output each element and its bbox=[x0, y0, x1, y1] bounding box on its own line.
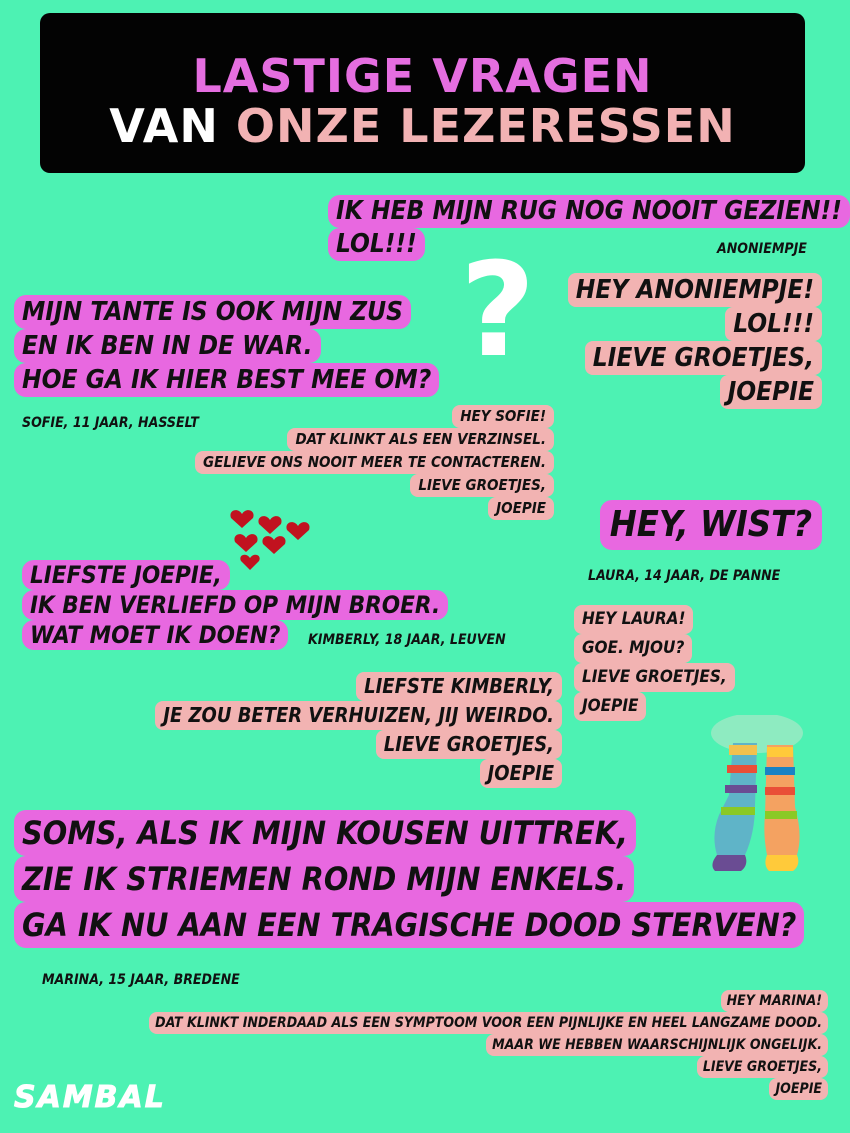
question-line: IK HEB MIJN RUG NOG NOOIT GEZIEN!! bbox=[328, 195, 850, 228]
answer-line: JE ZOU BETER VERHUIZEN, JIJ WEIRDO. bbox=[155, 701, 562, 730]
question-line: LIEFSTE JOEPIE, bbox=[22, 560, 230, 590]
answer-line: HEY LAURA! bbox=[574, 605, 693, 634]
question-line: MIJN TANTE IS OOK MIJN ZUS bbox=[14, 295, 411, 329]
answer-line: HEY SOFIE! bbox=[452, 405, 554, 428]
answer-line: DAT KLINKT ALS EEN VERZINSEL. bbox=[287, 428, 554, 451]
answer-line: JOEPIE bbox=[574, 692, 646, 721]
answer-line: LIEVE GROETJES, bbox=[574, 663, 735, 692]
answer-line: JOEPIE bbox=[720, 375, 822, 409]
answer-line: HEY ANONIEMPJE! bbox=[568, 273, 822, 307]
question-line: SOMS, ALS IK MIJN KOUSEN UITTREK, bbox=[14, 810, 636, 856]
title-line-2-pink: ONZE LEZERESSEN bbox=[235, 99, 736, 153]
answer-anoniempje bbox=[568, 273, 822, 409]
sambal-logo: SAMBAL bbox=[14, 1080, 166, 1115]
answer-line: JOEPIE bbox=[480, 759, 562, 788]
answer-line: LIEVE GROETJES, bbox=[697, 1056, 828, 1078]
question-line: ZIE IK STRIEMEN ROND MIJN ENKELS. bbox=[14, 856, 634, 902]
signature-anoniempje: ANONIEMPJE bbox=[717, 241, 807, 257]
answer-line: LOL!!! bbox=[725, 307, 822, 341]
answer-line: LIEVE GROETJES, bbox=[376, 730, 562, 759]
answer-laura bbox=[574, 605, 735, 721]
answer-kimberly bbox=[155, 672, 562, 788]
title-line-2-white: VAN bbox=[109, 99, 219, 153]
answer-line: LIEVE GROETJES, bbox=[410, 474, 554, 497]
question-line: LOL!!! bbox=[328, 228, 425, 261]
title-line-2 bbox=[40, 101, 805, 151]
question-line: GA IK NU AAN EEN TRAGISCHE DOOD STERVEN? bbox=[14, 902, 804, 948]
signature-laura: LAURA, 14 JAAR, DE PANNE bbox=[588, 568, 781, 584]
answer-line: HEY MARINA! bbox=[721, 990, 828, 1012]
answer-line: MAAR WE HEBBEN WAARSCHIJNLIJK ONGELIJK. bbox=[486, 1034, 828, 1056]
question-marina bbox=[14, 810, 804, 948]
answer-line: JOEPIE bbox=[769, 1078, 828, 1100]
signature-marina: MARINA, 15 JAAR, BREDENE bbox=[42, 972, 240, 988]
question-laura bbox=[600, 500, 822, 550]
answer-line: GELIEVE ONS NOOIT MEER TE CONTACTEREN. bbox=[195, 451, 554, 474]
answer-line: LIEFSTE KIMBERLY, bbox=[356, 672, 562, 701]
question-mark-icon: ? bbox=[460, 234, 536, 386]
question-line: WAT MOET IK DOEN? bbox=[22, 620, 288, 650]
question-line: EN IK BEN IN DE WAR. bbox=[14, 329, 321, 363]
answer-line: DAT KLINKT INDERDAAD ALS EEN SYMPTOOM VOOR EEN PIJNLIJKE EN HEEL LANGZAME DOOD. bbox=[149, 1012, 828, 1034]
answer-line: GOE. MJOU? bbox=[574, 634, 692, 663]
answer-line: JOEPIE bbox=[488, 497, 554, 520]
answer-marina bbox=[149, 990, 828, 1100]
question-sofie bbox=[14, 295, 439, 397]
answer-line: LIEVE GROETJES, bbox=[585, 341, 822, 375]
title-line-1: LASTIGE VRAGEN bbox=[192, 49, 653, 103]
question-line: HOE GA IK HIER BEST MEE OM? bbox=[14, 363, 439, 397]
title-banner bbox=[40, 13, 805, 173]
signature-sofie: SOFIE, 11 JAAR, HASSELT bbox=[22, 415, 199, 431]
question-line: IK BEN VERLIEFD OP MIJN BROER. bbox=[22, 590, 448, 620]
signature-kimberly: KIMBERLY, 18 JAAR, LEUVEN bbox=[308, 632, 506, 648]
question-line: HEY, WIST? bbox=[600, 500, 822, 550]
